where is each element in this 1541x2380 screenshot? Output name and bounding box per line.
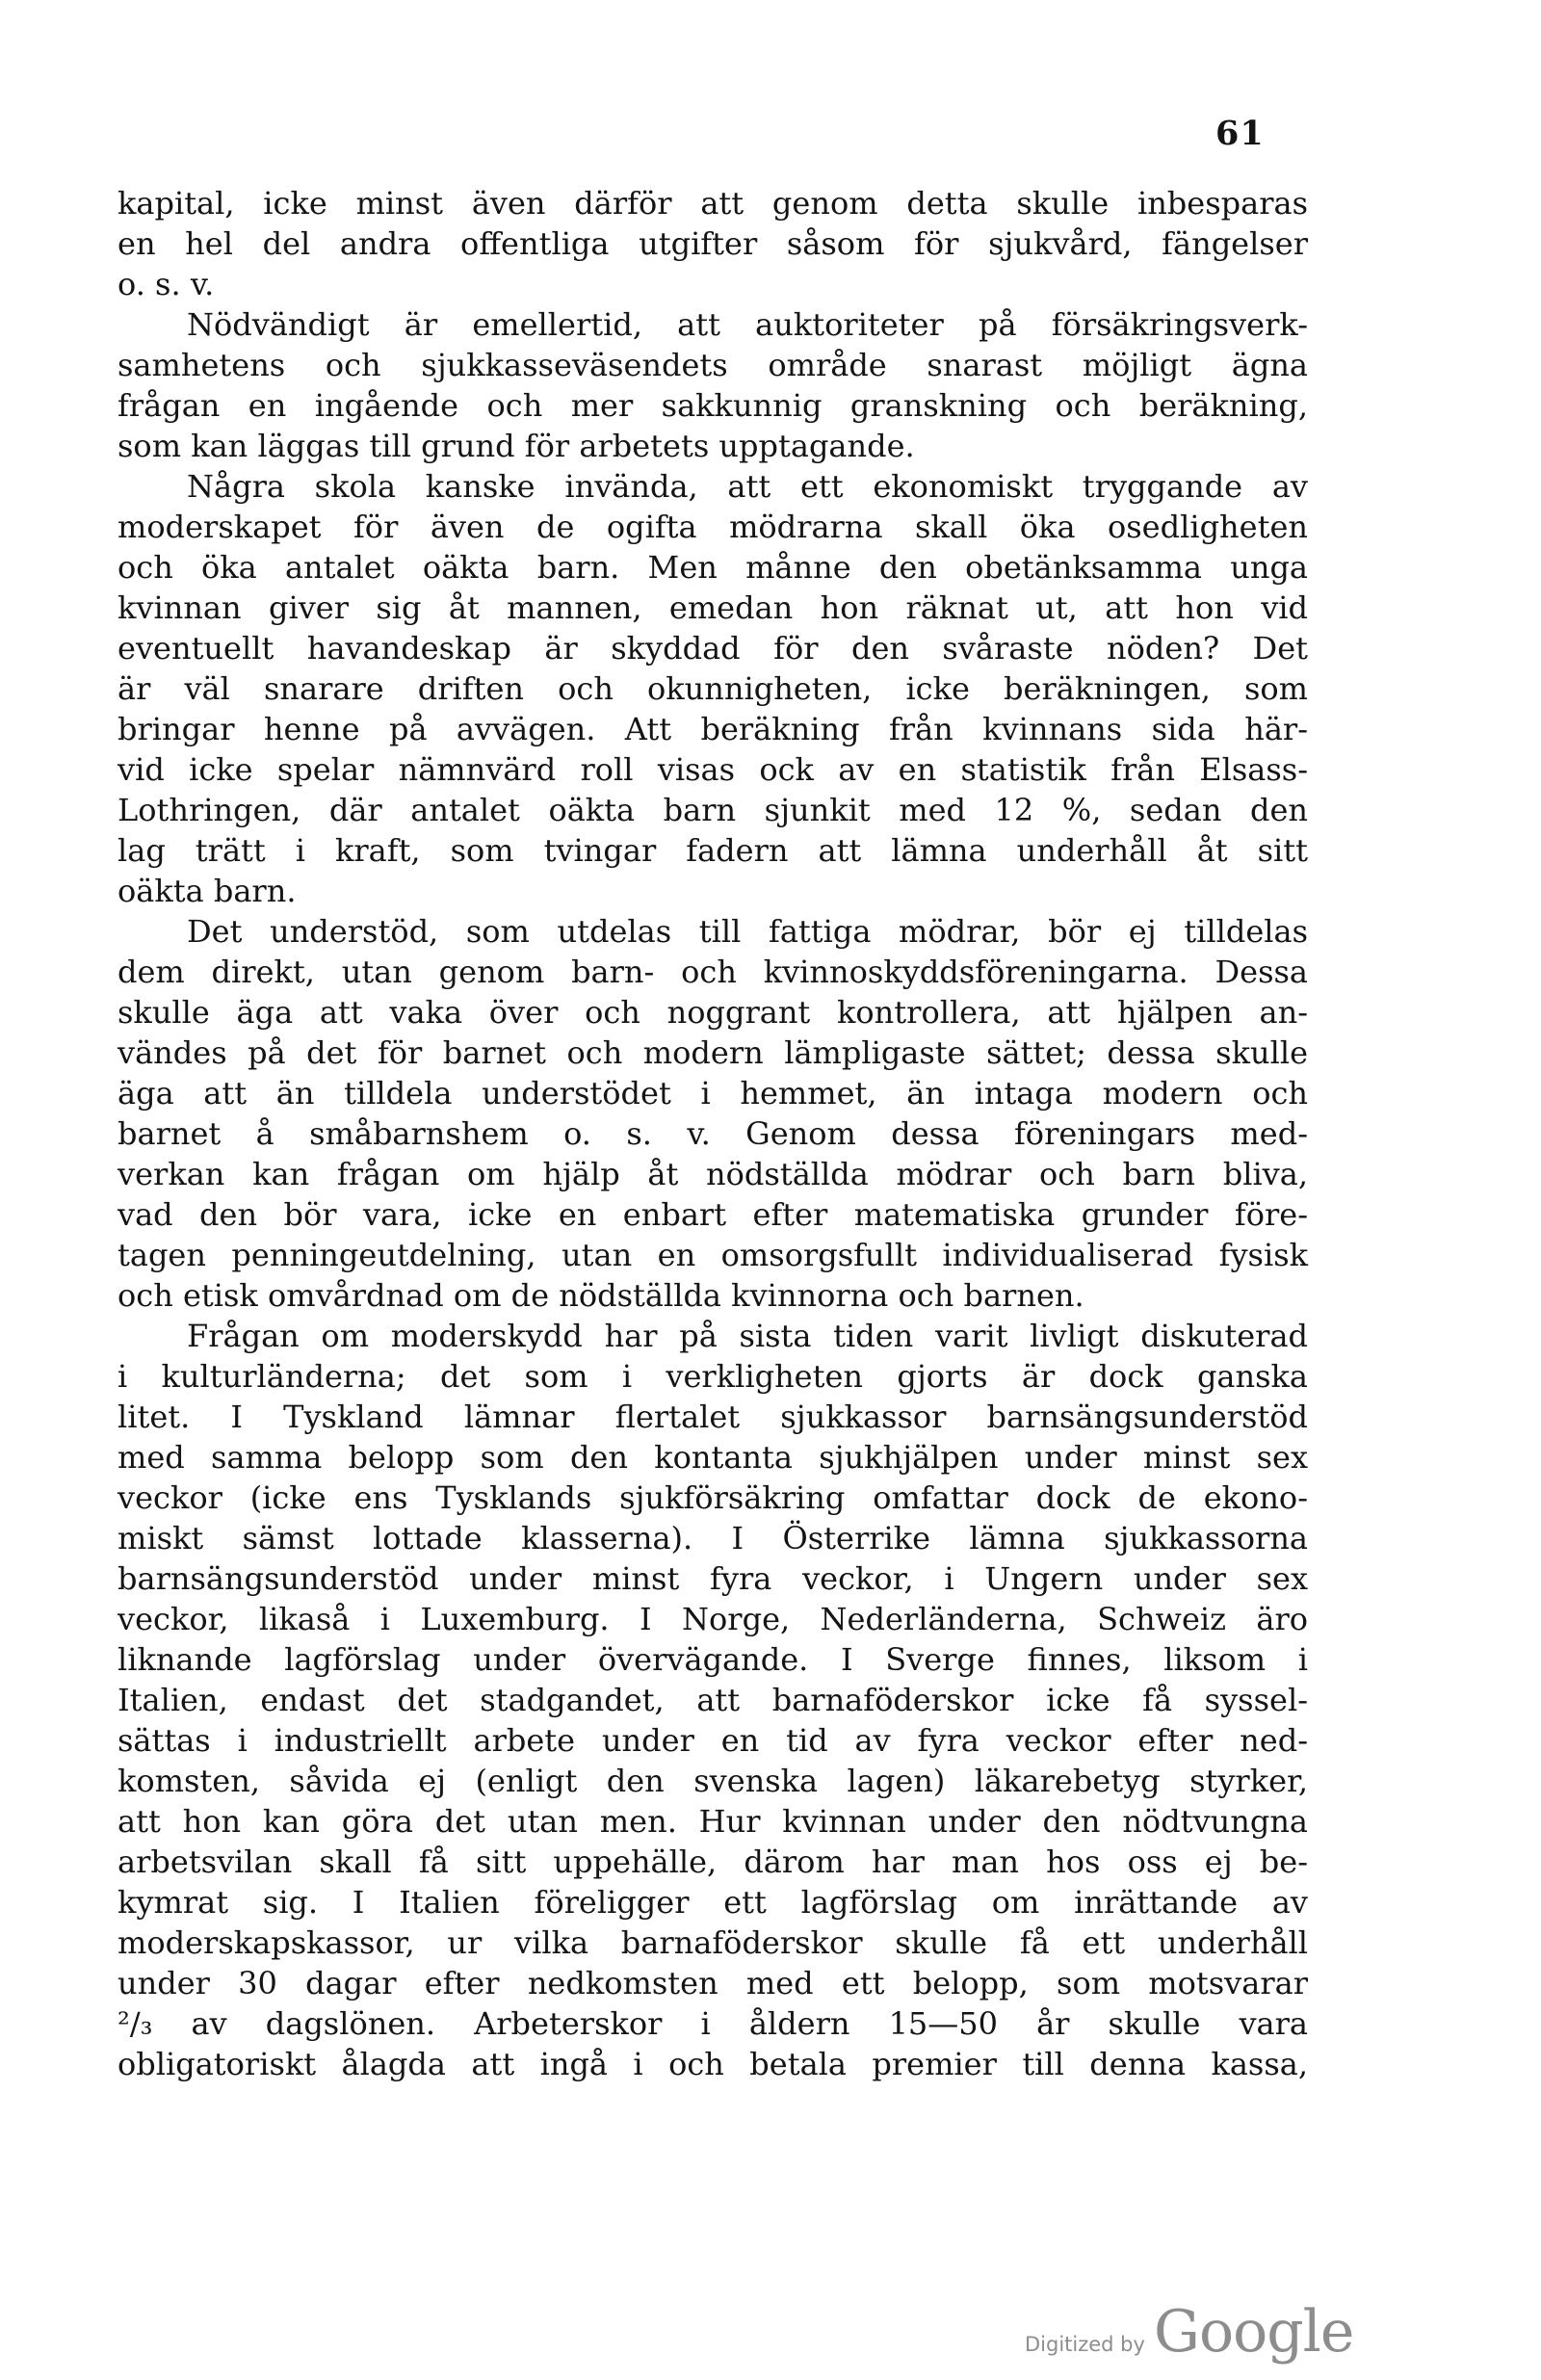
text-line: kymrat sig. I Italien föreligger ett lagförslag om inrättande av: [118, 1884, 1308, 1921]
text-line: miskt sämst lottade klasserna). I Österrike lämna sjukkassorna: [118, 1520, 1308, 1556]
google-watermark: [1025, 2298, 1353, 2366]
text-line: med samma belopp som den kontanta sjukhjälpen under minst sex: [118, 1439, 1308, 1476]
text-line: under 30 dagar efter nedkomsten med ett belopp, som motsvarar: [118, 1965, 1308, 2001]
text-line: skulle äga att vaka över och noggrant kontrollera, att hjälpen an-: [118, 994, 1308, 1031]
text-line: komsten, såvida ej (enligt den svenska lagen) läkarebetyg styrker,: [118, 1763, 1308, 1799]
text-line: eventuellt havandeskap är skyddad för den svåraste nöden? Det: [118, 630, 1308, 667]
text-line: Lothringen, där antalet oäkta barn sjunkit med 12 %, sedan den: [118, 792, 1308, 828]
text-line: Nödvändigt är emellertid, att auktoriteter på försäkringsverk-: [187, 306, 1308, 343]
text-line: liknande lagförslag under övervägande. I Sverge finnes, liksom i: [118, 1641, 1308, 1678]
text-line: arbetsvilan skall få sitt uppehälle, därom har man hos oss ej be-: [118, 1844, 1308, 1880]
text-line: o. s. v.: [118, 266, 215, 302]
text-line: äga att än tilldela understödet i hemmet, än intaga modern och: [118, 1075, 1308, 1112]
watermark-prefix: Digitized by: [1025, 2333, 1145, 2356]
text-line: vändes på det för barnet och modern lämpligaste sättet; dessa skulle: [118, 1034, 1308, 1071]
body-text: [118, 183, 1308, 2084]
text-line: kvinnan giver sig åt mannen, emedan hon räknat ut, att hon vid: [118, 589, 1308, 626]
text-line: sättas i industriellt arbete under en tid av fyra veckor efter ned-: [118, 1722, 1308, 1759]
text-line: obligatoriskt ålagda att ingå i och betala premier till denna kassa,: [118, 2046, 1308, 2082]
text-line: moderskapskassor, ur vilka barnaföderskor skulle få ett underhåll: [118, 1924, 1308, 1961]
text-line: moderskapet för även de ogifta mödrarna skall öka osedligheten: [118, 509, 1308, 545]
text-line: dem direkt, utan genom barn- och kvinnoskyddsföreningarna. Dessa: [118, 954, 1308, 990]
text-line: verkan kan frågan om hjälp åt nödställda mödrar och barn bliva,: [118, 1156, 1308, 1192]
text-line: lag trätt i kraft, som tvingar fadern att lämna underhåll åt sitt: [118, 832, 1308, 869]
text-line: Några skola kanske invända, att ett ekonomiskt tryggande av: [187, 468, 1308, 505]
text-line: samhetens och sjukkasseväsendets område snarast möjligt ägna: [118, 347, 1308, 383]
text-line: en hel del andra offentliga utgifter såsom för sjukvård, fängelser: [118, 225, 1308, 262]
text-line: och etisk omvårdnad om de nödställda kvinnorna och barnen.: [118, 1277, 1084, 1314]
text-line: ²/₃ av dagslönen. Arbeterskor i åldern 15—50 år skulle vara: [118, 2005, 1308, 2042]
page-number: 61: [1215, 114, 1265, 153]
text-line: barnet å småbarnshem o. s. v. Genom dessa föreningars med-: [118, 1115, 1308, 1152]
text-line: frågan en ingående och mer sakkunnig granskning och beräkning,: [118, 387, 1308, 424]
text-line: tagen penningeutdelning, utan en omsorgsfullt individualiserad fysisk: [118, 1237, 1308, 1273]
text-line: är väl snarare driften och okunnigheten, icke beräkningen, som: [118, 670, 1308, 707]
text-line: veckor (icke ens Tysklands sjukförsäkring omfattar dock de ekono-: [118, 1479, 1308, 1516]
text-line: Det understöd, som utdelas till fattiga mödrar, bör ej tilldelas: [187, 913, 1308, 950]
text-line: bringar henne på avvägen. Att beräkning från kvinnans sida här-: [118, 711, 1308, 747]
text-line: litet. I Tyskland lämnar flertalet sjukkassor barnsängsunderstöd: [118, 1399, 1308, 1435]
text-line: i kulturländerna; det som i verkligheten gjorts är dock ganska: [118, 1358, 1308, 1395]
text-line: vid icke spelar nämnvärd roll visas ock av en statistik från Elsass-: [118, 751, 1308, 788]
text-line: veckor, likaså i Luxemburg. I Norge, Nederländerna, Schweiz äro: [118, 1601, 1308, 1637]
text-line: och öka antalet oäkta barn. Men månne den obetänksamma unga: [118, 549, 1308, 586]
text-line: Italien, endast det stadgandet, att barnaföderskor icke få syssel-: [118, 1682, 1308, 1718]
text-line: barnsängsunderstöd under minst fyra veckor, i Ungern under sex: [118, 1560, 1308, 1597]
text-line: oäkta barn.: [118, 873, 297, 909]
google-logo: Google: [1154, 2298, 1354, 2366]
text-line: som kan läggas till grund för arbetets upptagande.: [118, 428, 915, 464]
text-line: Frågan om moderskydd har på sista tiden varit livligt diskuterad: [187, 1318, 1308, 1354]
text-line: vad den bör vara, icke en enbart efter matematiska grunder före-: [118, 1196, 1308, 1233]
text-line: kapital, icke minst även därför att genom detta skulle inbesparas: [118, 185, 1308, 222]
text-line: att hon kan göra det utan men. Hur kvinnan under den nödtvungna: [118, 1803, 1308, 1840]
